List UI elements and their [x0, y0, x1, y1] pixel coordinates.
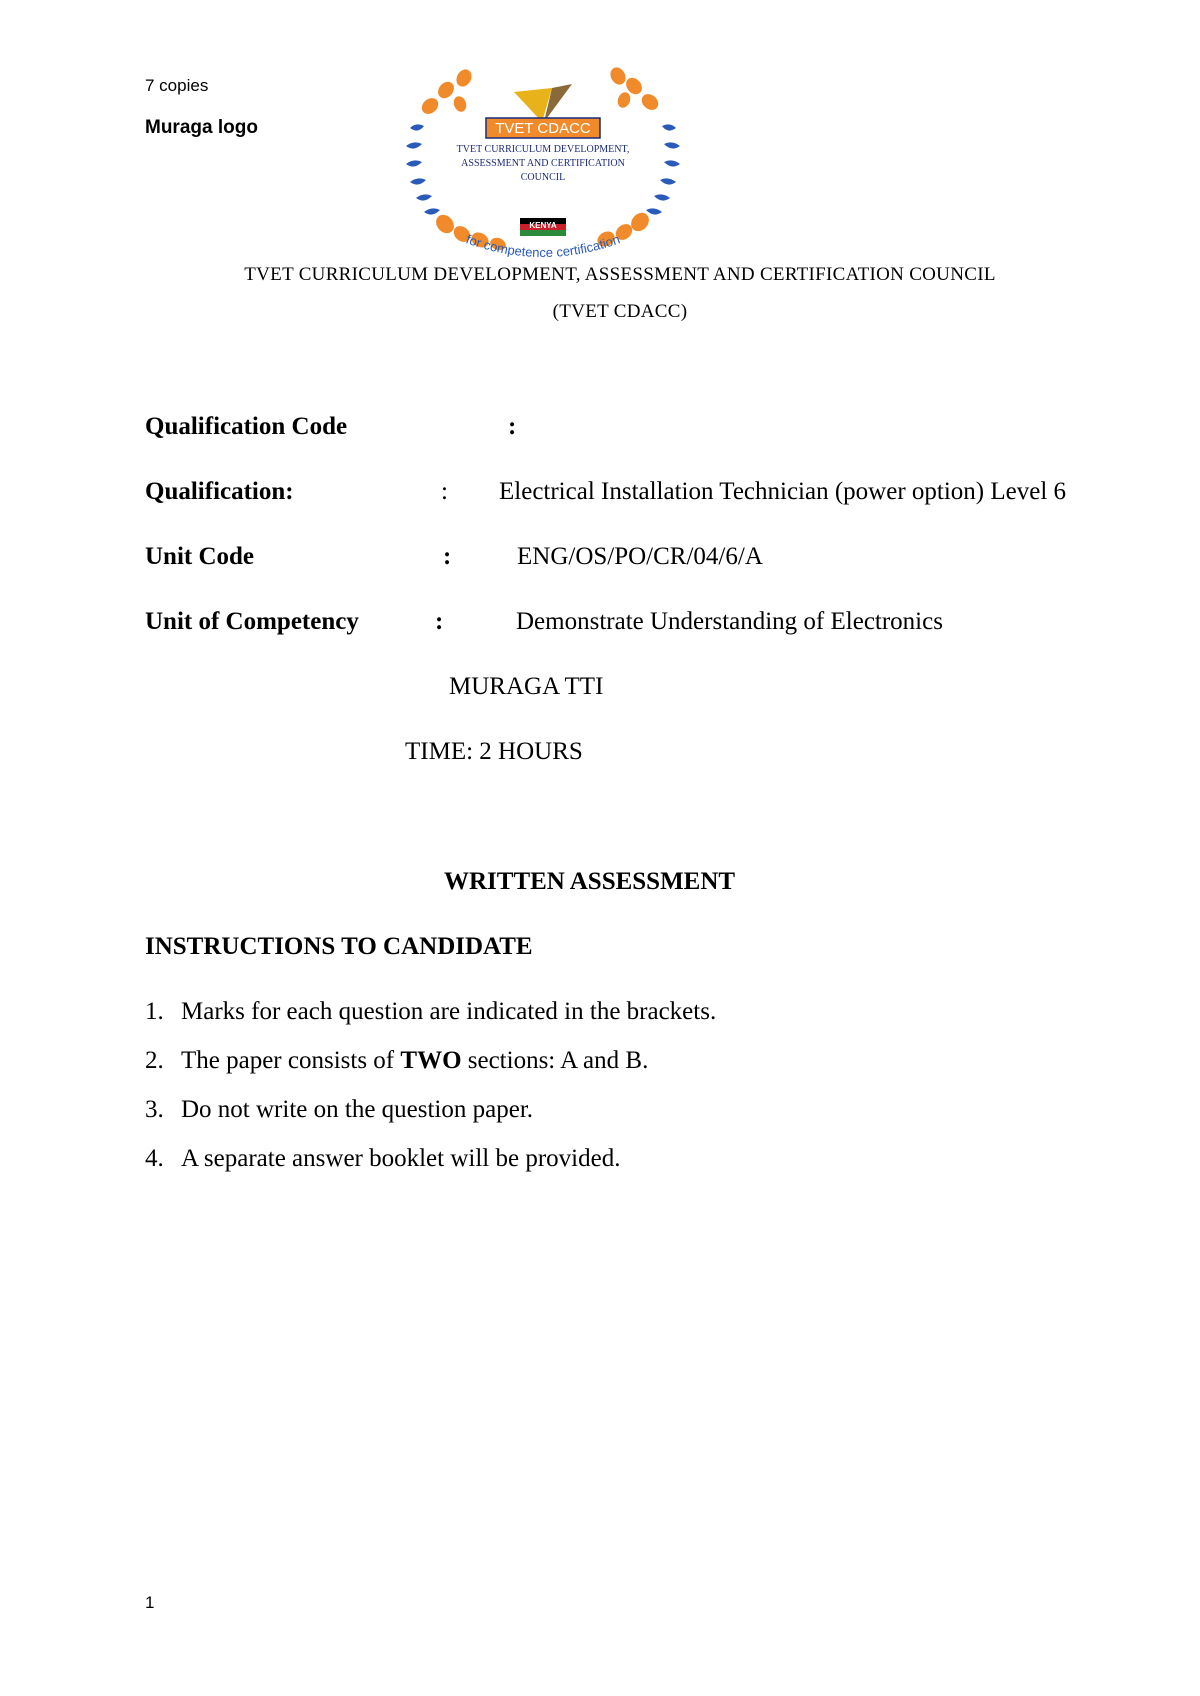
instruction-text: Do not write on the question paper. — [181, 1096, 534, 1123]
tvet-cdacc-logo — [402, 64, 684, 260]
logo-inner-line: COUNCIL — [520, 172, 566, 183]
exam-time: TIME: 2 HOURS — [405, 738, 583, 765]
instruction-number: 4. — [145, 1145, 164, 1172]
logo-flag-text: KENYA — [529, 221, 557, 230]
instruction-item — [145, 1047, 648, 1075]
instructions-heading: INSTRUCTIONS TO CANDIDATE — [145, 933, 533, 960]
unit-code-colon: : — [443, 543, 452, 570]
logo-motto: for competence certification — [464, 231, 622, 260]
instruction-text: Marks for each question are indicated in the brackets. — [181, 998, 717, 1025]
unit-of-competency-value: Demonstrate Understanding of Electronics — [516, 608, 943, 635]
unit-code-value: ENG/OS/PO/CR/04/6/A — [517, 543, 763, 570]
instruction-item — [145, 1096, 533, 1124]
logo-inner-line: TVET CURRICULUM DEVELOPMENT, — [456, 144, 630, 155]
instruction-text-post: sections: A and B. — [461, 1047, 649, 1074]
unit-code-label: Unit Code — [145, 543, 255, 570]
qualification-colon: : — [441, 478, 448, 505]
qualification-value: Electrical Installation Technician (power option) Level 6 — [499, 478, 1067, 505]
unit-of-competency-colon: : — [435, 608, 444, 635]
instruction-text-pre: The paper consists of — [181, 1047, 401, 1074]
instruction-number: 1. — [145, 998, 164, 1025]
page-number: 1 — [145, 1593, 155, 1612]
logo-inner-line: ASSESSMENT AND CERTIFICATION — [461, 158, 625, 169]
qualification-code-colon: : — [508, 413, 517, 440]
copies-note: 7 copies — [145, 76, 209, 95]
unit-of-competency-label: Unit of Competency — [145, 608, 359, 635]
qualification-code-label: Qualification Code — [145, 413, 348, 440]
assessment-title: WRITTEN ASSESSMENT — [444, 868, 736, 895]
council-name: TVET CURRICULUM DEVELOPMENT, ASSESSMENT AND CERTIFICATION COUNCIL — [244, 264, 996, 285]
council-abbreviation: (TVET CDACC) — [552, 301, 688, 322]
instruction-text-emphasis: TWO — [400, 1047, 462, 1074]
muraga-logo-label: Muraga logo — [145, 117, 258, 138]
instruction-item — [145, 998, 716, 1026]
logo-badge-text: TVET CDACC — [495, 120, 591, 137]
instruction-text: A separate answer booklet will be provided. — [181, 1145, 621, 1172]
qualification-label: Qualification: — [145, 478, 294, 505]
institution-name: MURAGA TTI — [449, 673, 604, 700]
instruction-number: 3. — [145, 1096, 164, 1123]
instruction-number: 2. — [145, 1047, 164, 1074]
instruction-item — [145, 1145, 620, 1173]
